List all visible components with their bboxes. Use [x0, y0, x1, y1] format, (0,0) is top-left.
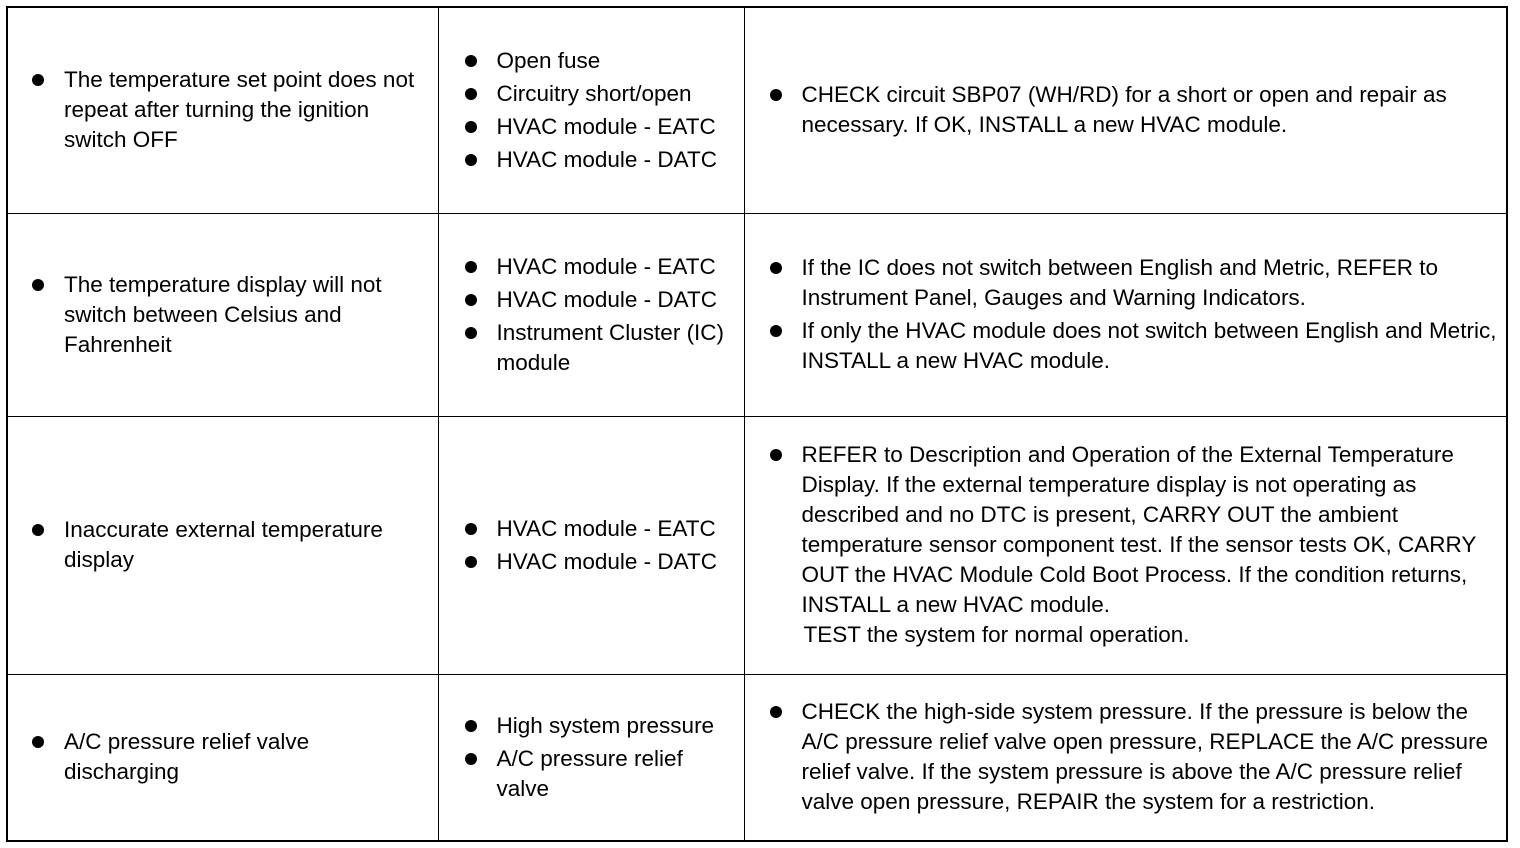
condition-item: Inaccurate external temperature display: [64, 515, 428, 575]
bullet-icon: [465, 121, 477, 133]
action-cell: [744, 8, 1506, 213]
bullet-icon: [32, 74, 44, 86]
cause-item: HVAC module - EATC: [497, 252, 736, 282]
cause-item: HVAC module - EATC: [497, 112, 736, 142]
action-item: If only the HVAC module does not switch between English and Metric, INSTALL a new HVAC module.: [802, 316, 1499, 376]
action-cell: [744, 213, 1506, 416]
cause-item: HVAC module - EATC: [497, 514, 736, 544]
bullet-icon: [32, 524, 44, 536]
condition-cell: [8, 213, 438, 416]
bullet-icon: [770, 325, 782, 337]
bullet-icon: [465, 556, 477, 568]
action-extra-text: TEST the system for normal operation.: [803, 622, 1190, 647]
symptom-chart-table: [8, 8, 1506, 840]
action-cell: [744, 674, 1506, 840]
bullet-icon: [465, 720, 477, 732]
table-row: [8, 213, 1506, 416]
bullet-icon: [770, 89, 782, 101]
table-row: [8, 674, 1506, 840]
cause-item: HVAC module - DATC: [497, 145, 736, 175]
bullet-icon: [465, 88, 477, 100]
bullet-icon: [770, 262, 782, 274]
action-item: REFER to Description and Operation of the External Temperature Display. If the external temperature display is not operating as described and no DTC is present, CARRY OUT the ambient temperature sensor component test. If the sensor tests OK, CARRY OUT the HVAC Module Cold Boot Process. If the condition returns, INSTALL a new HVAC module. TEST the system for normal operation.: [802, 440, 1499, 650]
cause-item: Instrument Cluster (IC) module: [497, 318, 736, 378]
condition-item: The temperature set point does not repeat after turning the ignition switch OFF: [64, 65, 428, 155]
bullet-icon: [465, 154, 477, 166]
bullet-icon: [465, 294, 477, 306]
possible-source-cell: [438, 213, 744, 416]
action-cell: [744, 416, 1506, 674]
bullet-icon: [770, 706, 782, 718]
bullet-icon: [465, 523, 477, 535]
condition-cell: [8, 674, 438, 840]
cause-item: HVAC module - DATC: [497, 285, 736, 315]
cause-item: HVAC module - DATC: [497, 547, 736, 577]
action-item: CHECK the high-side system pressure. If the pressure is below the A/C pressure relief valve open pressure, REPLACE the A/C pressure relief valve. If the system pressure is above the A/C pressure relief valve open pressure, REPAIR the system for a restriction.: [802, 697, 1499, 817]
bullet-icon: [465, 753, 477, 765]
cause-item: A/C pressure relief valve: [497, 744, 736, 804]
condition-cell: [8, 416, 438, 674]
condition-item: A/C pressure relief valve discharging: [64, 727, 428, 787]
bullet-icon: [465, 55, 477, 67]
possible-source-cell: [438, 674, 744, 840]
action-item: CHECK circuit SBP07 (WH/RD) for a short or open and repair as necessary. If OK, INSTALL a new HVAC module.: [802, 80, 1499, 140]
cause-item: Circuitry short/open: [497, 79, 736, 109]
table-row: [8, 416, 1506, 674]
bullet-icon: [465, 327, 477, 339]
possible-source-cell: [438, 416, 744, 674]
possible-source-cell: [438, 8, 744, 213]
bullet-icon: [32, 279, 44, 291]
action-item: If the IC does not switch between English and Metric, REFER to Instrument Panel, Gauges and Warning Indicators.: [802, 253, 1499, 313]
bullet-icon: [32, 736, 44, 748]
condition-item: The temperature display will not switch between Celsius and Fahrenheit: [64, 270, 428, 360]
cause-item: Open fuse: [497, 46, 736, 76]
bullet-icon: [465, 261, 477, 273]
cause-item: High system pressure: [497, 711, 736, 741]
condition-cell: [8, 8, 438, 213]
table-row: [8, 8, 1506, 213]
bullet-icon: [770, 449, 782, 461]
